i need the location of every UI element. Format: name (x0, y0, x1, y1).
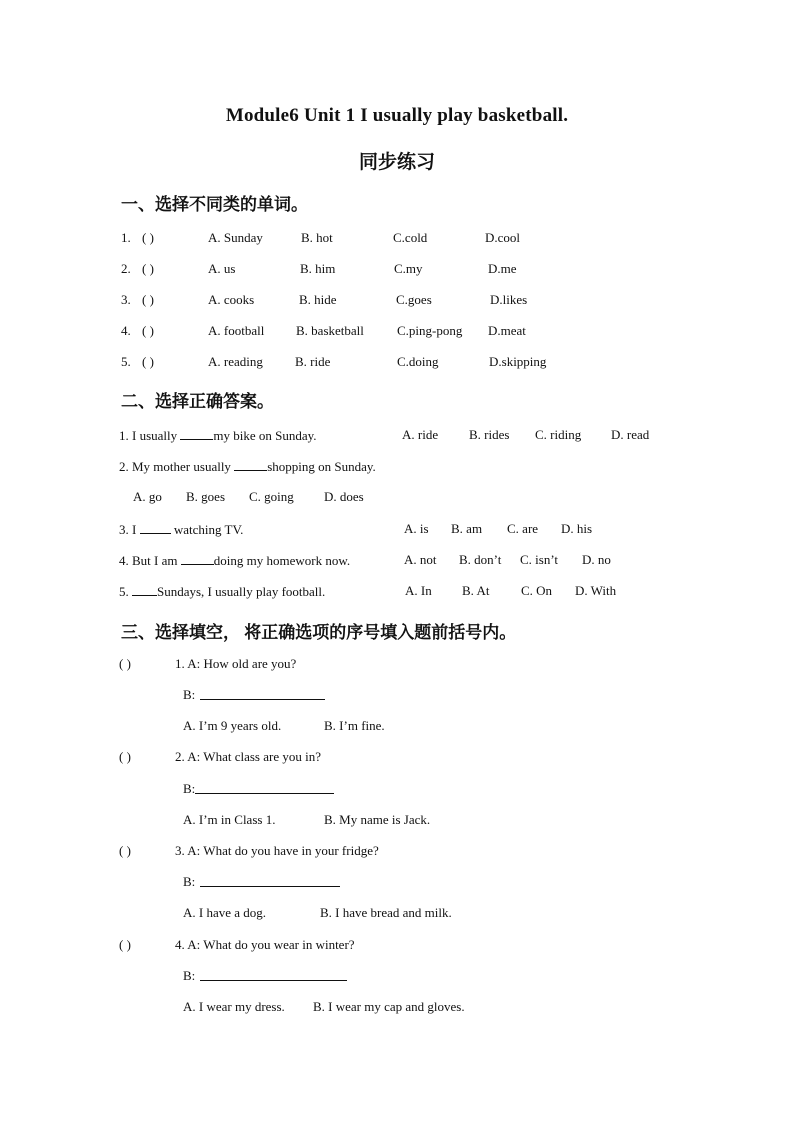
question-text (119, 427, 317, 444)
question-prefix: 5. (119, 584, 132, 599)
answer-bracket: ( ) (142, 354, 154, 369)
option-a: A. football (208, 323, 265, 338)
option-a: A. cooks (208, 292, 255, 307)
section2-heading: 二、选择正确答案。 (121, 392, 274, 411)
option-d: D. With (575, 583, 617, 598)
option-a: A. go (133, 489, 162, 504)
option-c: C.goes (396, 292, 432, 307)
option-d: D. no (582, 552, 611, 567)
option-c: C. going (249, 489, 294, 504)
question-prefix: 3. I (119, 522, 140, 537)
question-prefix: 4. But I am (119, 553, 181, 568)
answer-blank[interactable] (200, 874, 340, 887)
b-label: B: (183, 874, 196, 889)
option-b: B. goes (186, 489, 225, 504)
option-a: A. I have a dog. (183, 905, 267, 920)
page-title: Module6 Unit 1 I usually play basketball. (225, 105, 569, 126)
option-c: C. riding (535, 427, 582, 442)
b-label: B: (183, 781, 196, 796)
option-a: A. I’m in Class 1. (183, 812, 276, 827)
option-b: B. I wear my cap and gloves. (313, 999, 465, 1014)
option-a: A. In (405, 583, 432, 598)
option-c: C.my (394, 261, 423, 276)
section1-heading: 一、选择不同类的单词。 (121, 195, 308, 214)
option-a: A. not (404, 552, 437, 567)
option-b: B. ride (295, 354, 331, 369)
option-a: A. Sunday (208, 230, 263, 245)
question-text (119, 521, 243, 538)
option-b: B. At (462, 583, 490, 598)
page-subtitle: 同步练习 (358, 152, 435, 173)
answer-blank[interactable] (195, 781, 334, 794)
option-b: B. him (300, 261, 336, 276)
item-number: 5. (121, 354, 131, 369)
option-a: A. is (404, 521, 429, 536)
answer-blank[interactable] (200, 968, 347, 981)
item-number: 4. (121, 323, 131, 338)
answer-bracket: ( ) (142, 230, 154, 245)
answer-blank[interactable] (180, 427, 213, 440)
answer-bracket: ( ) (119, 656, 131, 671)
option-c: C. On (521, 583, 553, 598)
b-label: B: (183, 687, 196, 702)
question-text (119, 458, 376, 475)
option-c: C. isn’t (520, 552, 559, 567)
option-a: A. us (208, 261, 236, 276)
option-b: B. I’m fine. (324, 718, 385, 733)
option-d: D.me (488, 261, 517, 276)
answer-bracket: ( ) (119, 749, 131, 764)
option-d: D. read (611, 427, 650, 442)
answer-bracket: ( ) (142, 292, 154, 307)
option-b: B. My name is Jack. (324, 812, 431, 827)
answer-bracket: ( ) (119, 937, 131, 952)
b-label: B: (183, 968, 196, 983)
option-b: B. basketball (296, 323, 364, 338)
option-a: A. I’m 9 years old. (183, 718, 282, 733)
option-d: D.cool (485, 230, 521, 245)
question-text: 1. A: How old are you? (175, 656, 297, 671)
option-d: D. his (561, 521, 593, 536)
option-c: C.cold (393, 230, 428, 245)
answer-blank[interactable] (140, 521, 171, 534)
question-suffix: shopping on Sunday. (267, 459, 376, 474)
option-a: A. ride (402, 427, 439, 442)
option-d: D.skipping (489, 354, 547, 369)
item-number: 2. (121, 261, 131, 276)
question-prefix: 1. I usually (119, 428, 181, 443)
question-suffix: doing my homework now. (213, 553, 351, 568)
option-c: C.doing (397, 354, 439, 369)
answer-bracket: ( ) (142, 261, 154, 276)
option-b: B. hot (301, 230, 333, 245)
option-b: B. hide (299, 292, 337, 307)
option-a: A. reading (208, 354, 263, 369)
option-c: C.ping-pong (397, 323, 463, 338)
question-text: 4. A: What do you wear in winter? (175, 937, 355, 952)
option-b: B. I have bread and milk. (320, 905, 452, 920)
question-text (119, 552, 350, 569)
option-a: A. I wear my dress. (183, 999, 285, 1014)
question-suffix: watching TV. (170, 522, 244, 537)
option-d: D.likes (490, 292, 528, 307)
answer-blank[interactable] (234, 458, 267, 471)
option-d: D. does (324, 489, 364, 504)
question-suffix: my bike on Sunday. (213, 428, 317, 443)
answer-blank[interactable] (200, 687, 325, 700)
question-text (119, 583, 325, 600)
option-d: D.meat (488, 323, 526, 338)
answer-blank[interactable] (181, 552, 214, 565)
answer-bracket: ( ) (119, 843, 131, 858)
section3-heading: 三、选择填空， 将正确选项的序号填入题前括号内。 (121, 623, 517, 642)
option-c: C. are (507, 521, 539, 536)
answer-bracket: ( ) (142, 323, 154, 338)
question-text: 3. A: What do you have in your fridge? (175, 843, 379, 858)
question-text: 2. A: What class are you in? (175, 749, 321, 764)
item-number: 1. (121, 230, 131, 245)
option-b: B. don’t (459, 552, 502, 567)
answer-blank[interactable] (132, 583, 157, 596)
item-number: 3. (121, 292, 131, 307)
question-suffix: Sundays, I usually play football. (157, 584, 326, 599)
option-b: B. rides (469, 427, 510, 442)
option-b: B. am (451, 521, 483, 536)
question-prefix: 2. My mother usually (119, 459, 235, 474)
